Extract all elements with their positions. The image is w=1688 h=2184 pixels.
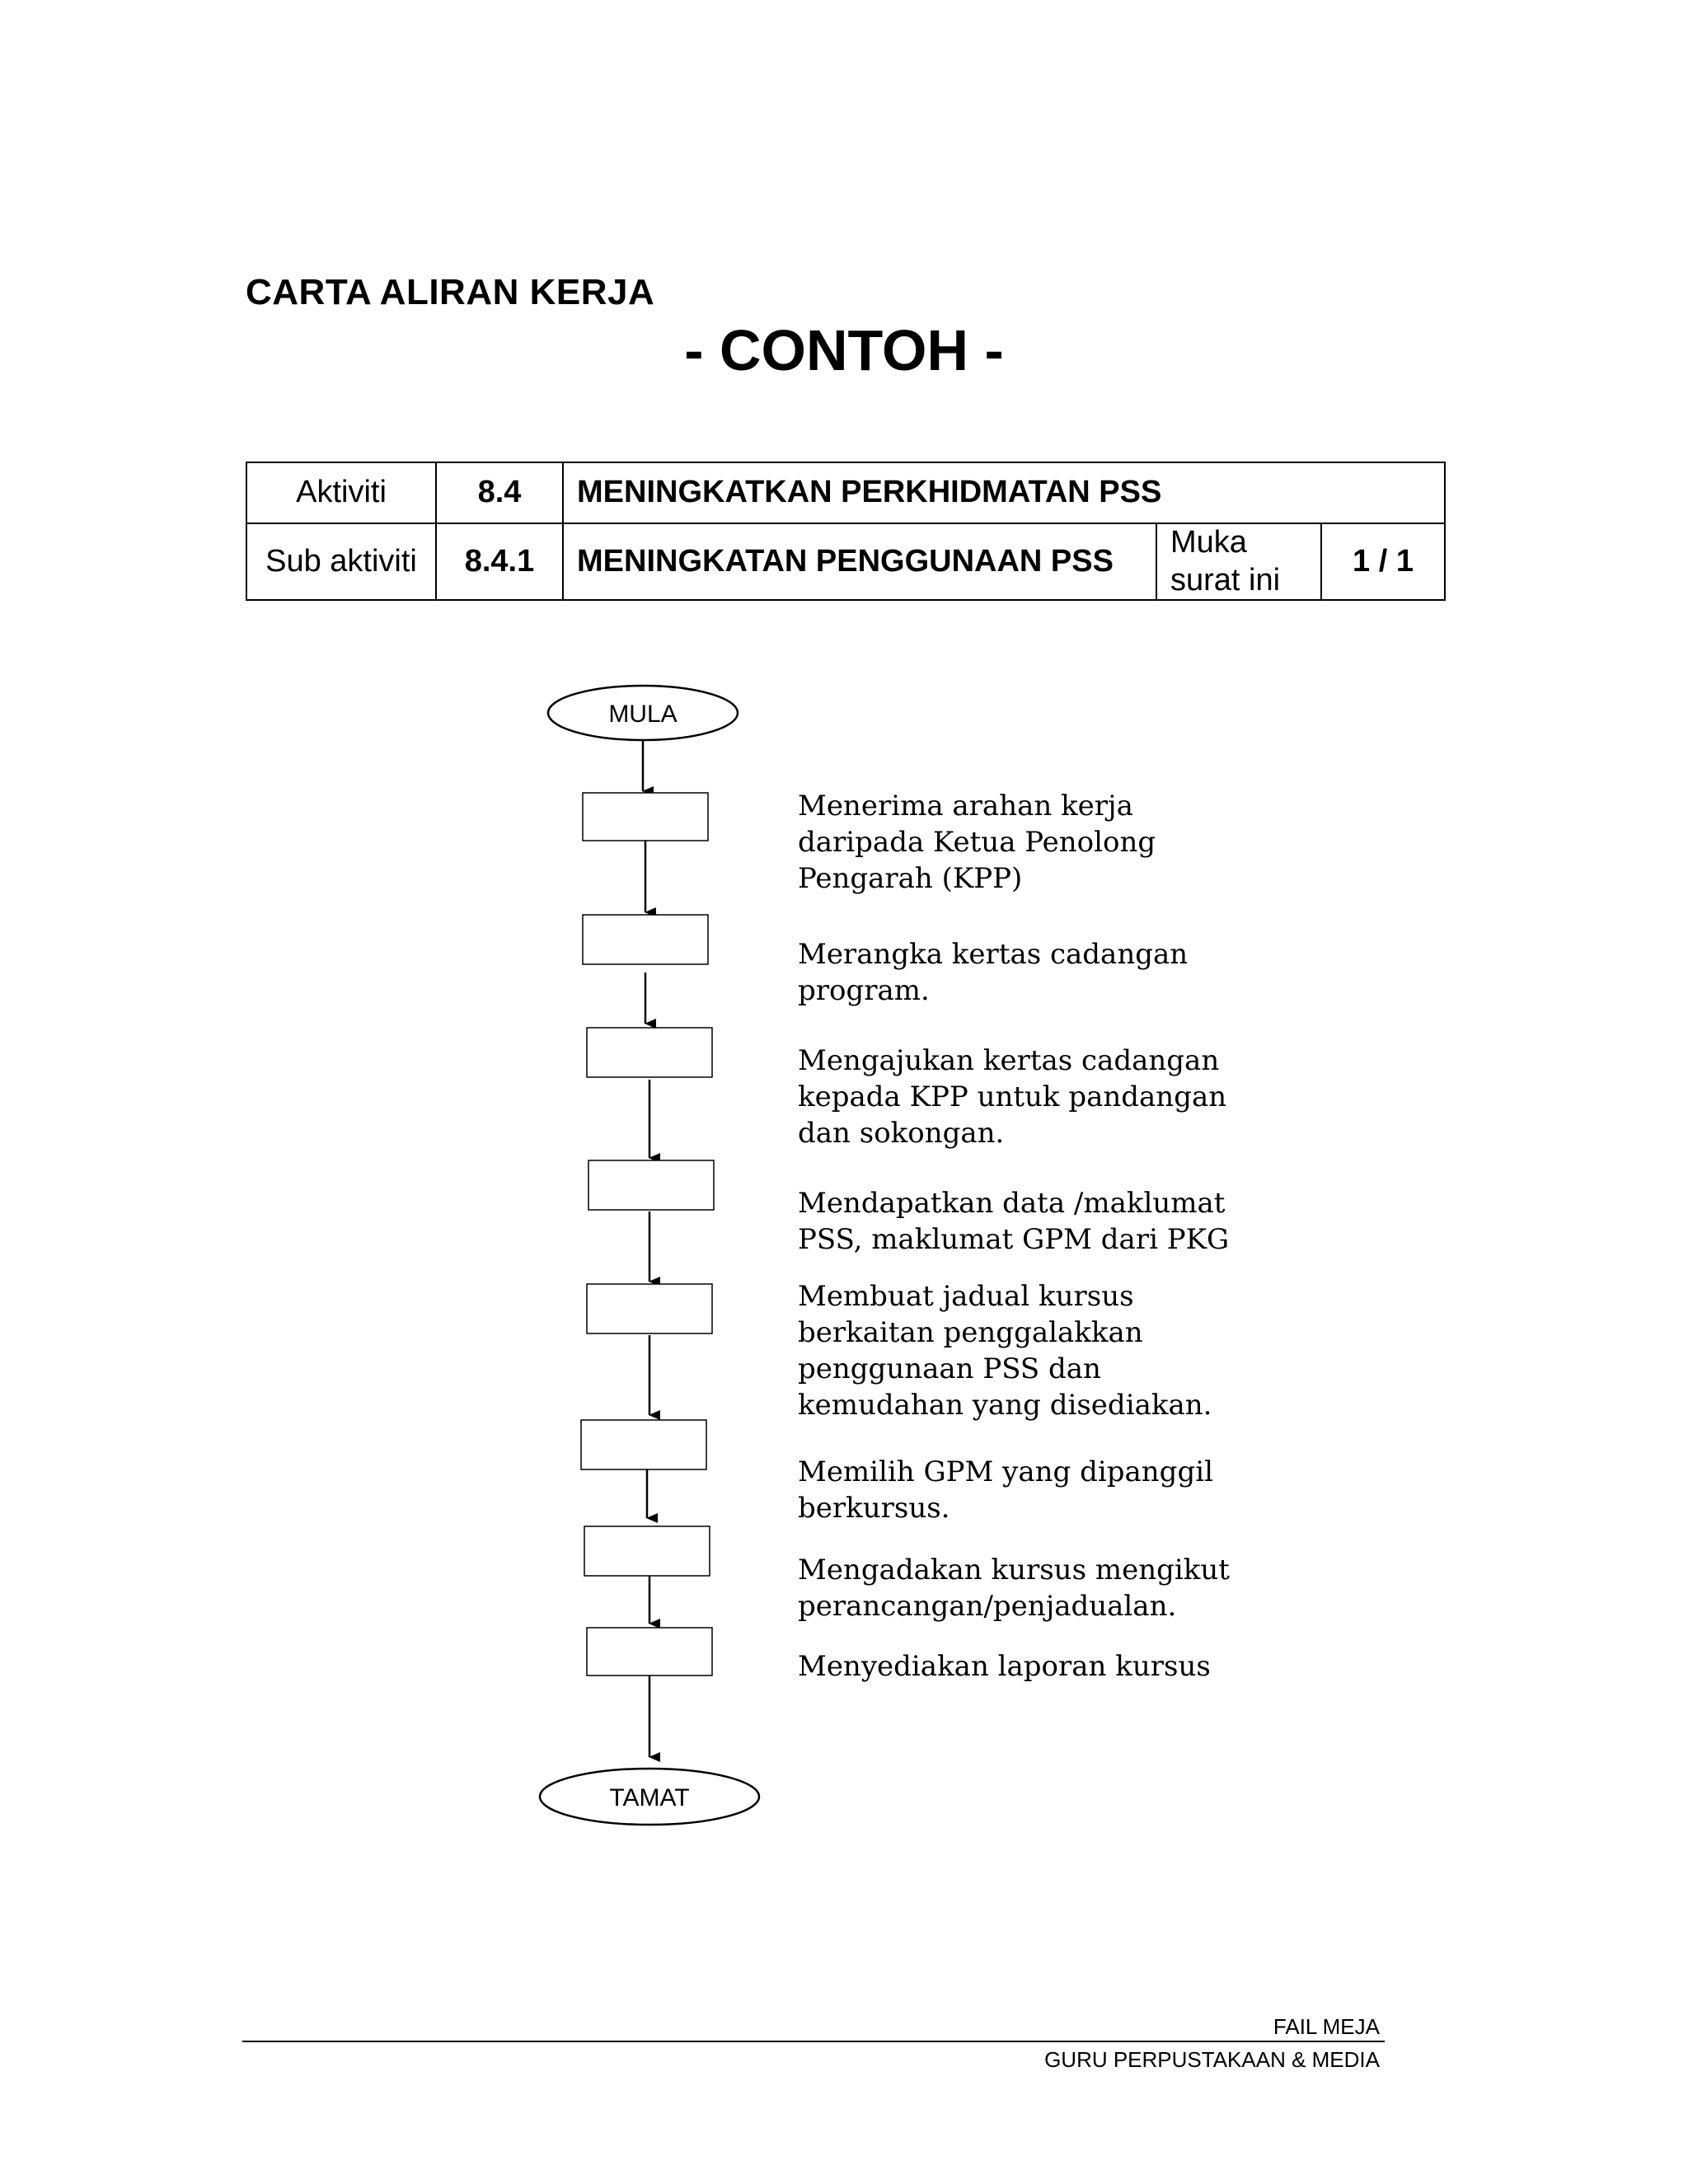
process-box bbox=[581, 1420, 706, 1469]
activity-title: MENINGKATKAN PERKHIDMATAN PSS bbox=[563, 462, 1445, 523]
process-box bbox=[587, 1284, 712, 1333]
process-box bbox=[587, 1628, 712, 1675]
activity-label: Aktiviti bbox=[246, 462, 436, 523]
document-heading: CARTA ALIRAN KERJA bbox=[246, 272, 655, 312]
step-description: Memilih GPM yang dipanggil berkursus. bbox=[798, 1455, 1213, 1525]
page-label: Muka surat ini bbox=[1156, 523, 1321, 600]
sub-activity-number: 8.4.1 bbox=[436, 523, 563, 600]
footer-department-label: GURU PERPUSTAKAAN & MEDIA bbox=[1044, 2047, 1380, 2072]
step-description: Mengadakan kursus mengikut perancangan/penjadualan. bbox=[798, 1554, 1230, 1623]
step-description: Membuat jadual kursus berkaitan penggalakkan penggunaan PSS dan kemudahan yang disediakan. bbox=[798, 1280, 1212, 1422]
page-value: 1 / 1 bbox=[1321, 523, 1445, 600]
step-description: Menerima arahan kerja daripada Ketua Penolong Pengarah (KPP) bbox=[798, 790, 1156, 895]
activity-number: 8.4 bbox=[436, 462, 563, 523]
sub-activity-label: Sub aktiviti bbox=[246, 523, 436, 600]
footer-divider bbox=[242, 2041, 1385, 2042]
process-box bbox=[587, 1028, 712, 1077]
step-description: Mendapatkan data /maklumat PSS, maklumat GPM dari PKG bbox=[798, 1187, 1230, 1256]
end-label: TAMAT bbox=[609, 1784, 690, 1811]
step-description: Merangka kertas cadangan program. bbox=[798, 938, 1189, 1007]
step-description: Mengajukan kertas cadangan kepada KPP untuk pandangan dan sokongan. bbox=[798, 1044, 1227, 1150]
process-box bbox=[583, 793, 708, 841]
process-box bbox=[584, 1526, 710, 1576]
step-description: Menyediakan laporan kursus bbox=[798, 1650, 1211, 1683]
process-box bbox=[583, 915, 708, 964]
document-subheading: - CONTOH - bbox=[684, 318, 1004, 382]
start-label: MULA bbox=[608, 701, 678, 728]
process-box bbox=[588, 1160, 714, 1210]
sub-activity-title: MENINGKATAN PENGGUNAAN PSS bbox=[563, 523, 1156, 600]
footer-file-label: FAIL MEJA bbox=[1273, 2014, 1380, 2039]
